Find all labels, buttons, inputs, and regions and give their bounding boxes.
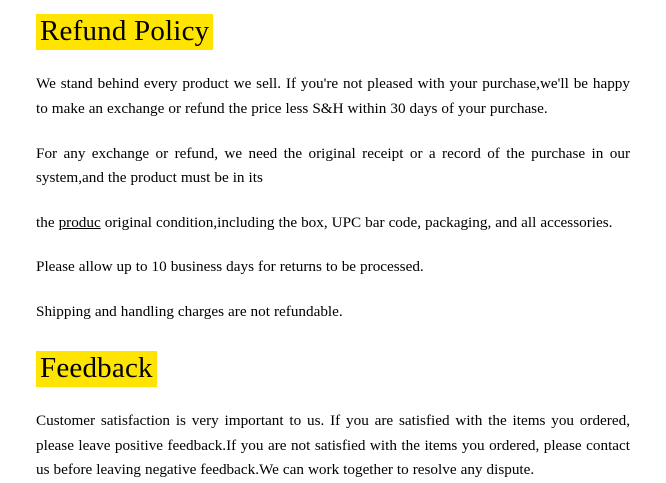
refund-policy-paragraph-5: Shipping and handling charges are not refundable. (36, 303, 343, 321)
refund-policy-paragraph-1: We stand behind every product we sell. If you're not pleased with your purchase,we'll be happy to make an exchange or refund the price less S&H within 30 days of your purchase. (36, 75, 630, 117)
feedback-heading: Feedback (36, 351, 157, 387)
spacer (36, 122, 630, 142)
spacer (36, 235, 630, 255)
underlined-fragment: produc (58, 213, 101, 231)
feedback-paragraph-1: Customer satisfaction is very important to us. If you are satisfied with the items you ordered, please leave positive feedback.If you are not satisfied with the items you ordered, please contact us before leaving negative feedback.We can work together to resolve any dispute. (36, 412, 630, 479)
spacer (36, 280, 630, 300)
spacer (36, 325, 630, 351)
refund-policy-heading-wrap (36, 14, 630, 50)
refund-policy-paragraph-2: For any exchange or refund, we need the original receipt or a record of the purchase in our system,and the product must be in its (36, 144, 630, 187)
paragraph-3-suffix: original condition,including the box, UPC bar code, packaging, and all accessories. (100, 213, 613, 231)
refund-policy-paragraph-4: Please allow up to 10 business days for returns to be processed. (36, 258, 424, 276)
spacer (36, 50, 630, 72)
spacer (36, 387, 630, 409)
paragraph-3-prefix: the (36, 213, 59, 231)
spacer (36, 191, 630, 211)
refund-policy-heading: Refund Policy (36, 14, 213, 50)
refund-policy-paragraph-3 (36, 211, 630, 236)
feedback-heading-wrap (36, 351, 630, 387)
